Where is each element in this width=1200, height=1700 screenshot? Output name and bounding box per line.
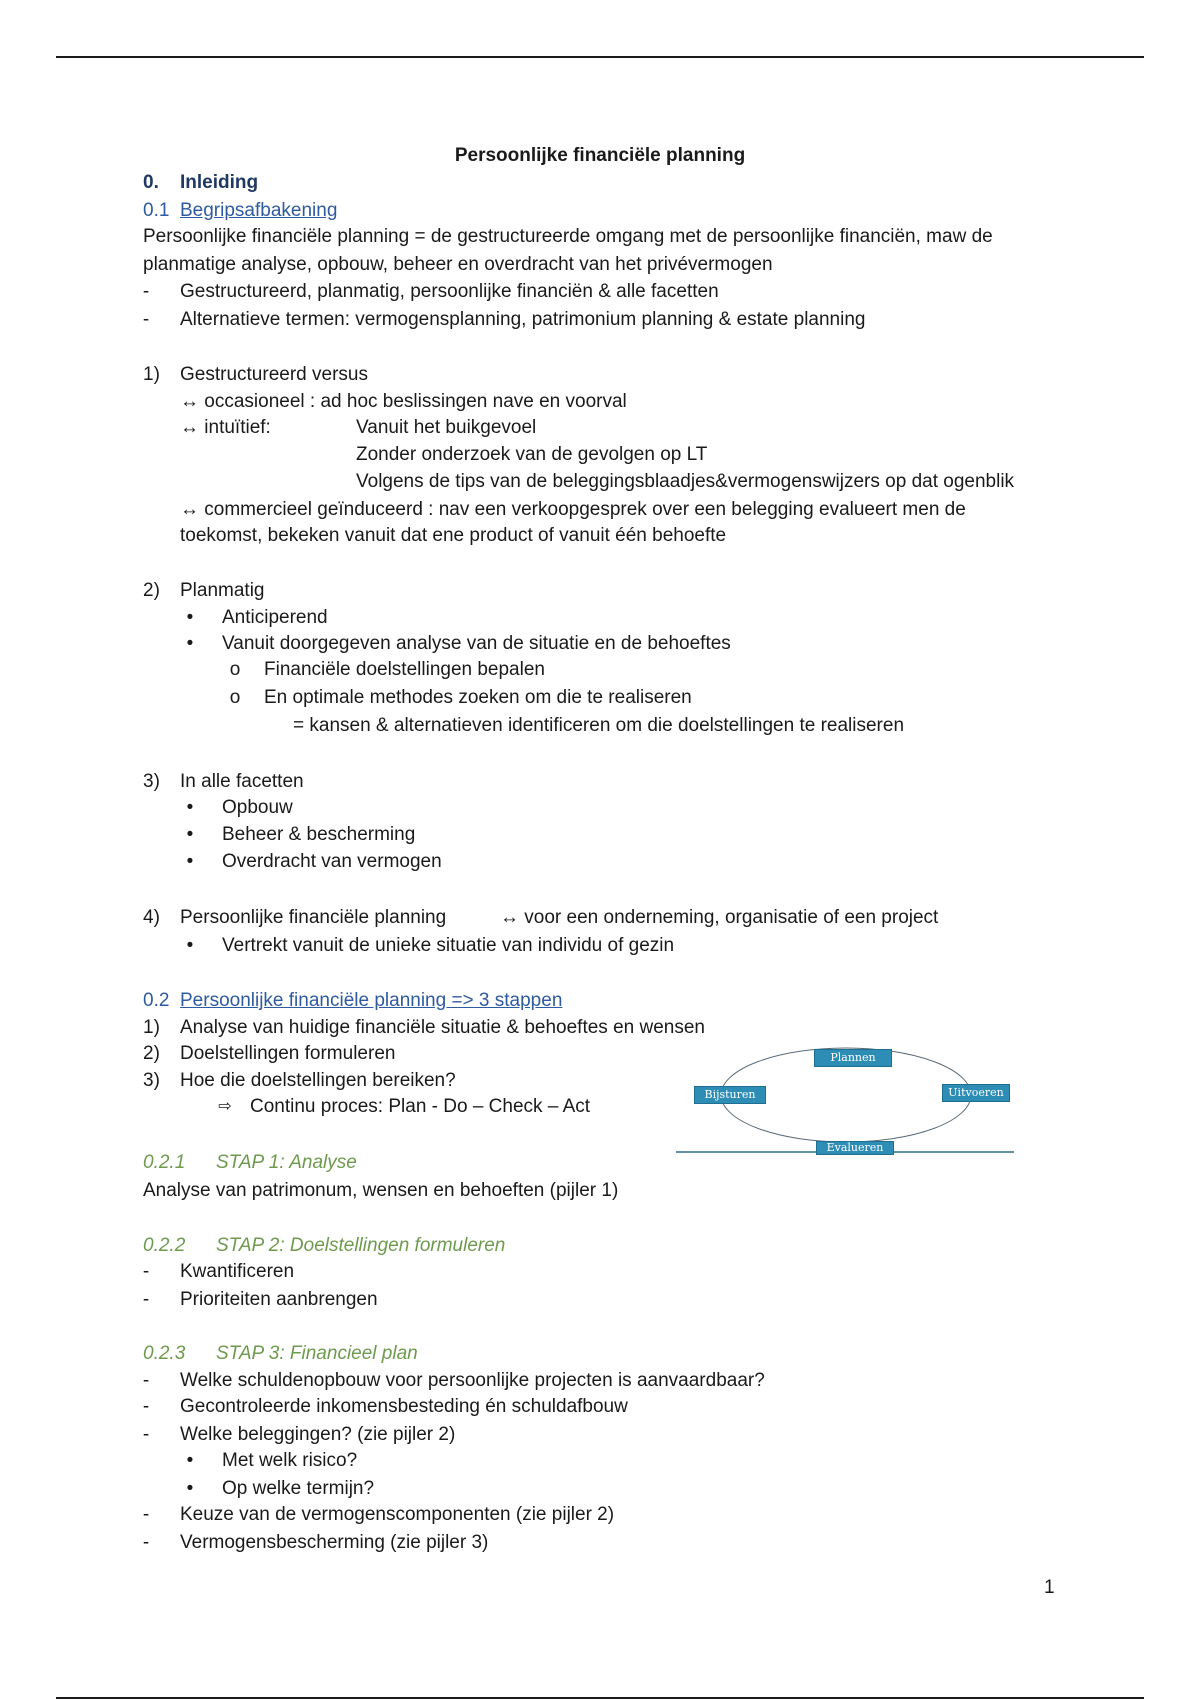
dash-bullet: -	[142, 1261, 150, 1282]
list-number: 3)	[143, 1070, 160, 1091]
list-item: Prioriteiten aanbrengen	[180, 1289, 378, 1310]
diagram-box-uitvoeren: Uitvoeren	[942, 1084, 1010, 1102]
subsection-link-3-stappen[interactable]: Persoonlijke financiële planning => 3 stappen	[180, 990, 563, 1011]
dash-bullet: -	[142, 1424, 150, 1445]
definition-line-1: Persoonlijke financiële planning = de gestructureerde omgang met de persoonlijke financiën, maw de	[143, 226, 993, 247]
dash-bullet: -	[142, 309, 150, 330]
subsubsection-number: 0.2.3	[143, 1343, 186, 1364]
paragraph: Analyse van patrimonum, wensen en behoeften (pijler 1)	[143, 1180, 619, 1201]
list-item: Vermogensbescherming (zie pijler 3)	[180, 1532, 489, 1553]
dash-bullet: -	[142, 1396, 150, 1417]
list-item: Hoe die doelstellingen bereiken?	[180, 1070, 456, 1091]
document-title: Persoonlijke financiële planning	[454, 145, 746, 166]
bullet-dot: •	[186, 851, 194, 872]
pdca-cycle-diagram	[676, 1042, 1016, 1154]
diagram-box-bijsturen: Bijsturen	[694, 1086, 766, 1104]
definition-line-2: planmatige analyse, opbouw, beheer en overdracht van het privévermogen	[143, 254, 773, 275]
subsubsection-heading-stap1: STAP 1: Analyse	[216, 1152, 357, 1173]
list-item: Vanuit doorgegeven analyse van de situatie en de behoeftes	[222, 633, 731, 654]
bullet-dot: •	[186, 633, 194, 654]
list-item: Welke beleggingen? (zie pijler 2)	[180, 1424, 456, 1445]
intuitief-line-3: Volgens de tips van de beleggingsblaadjes&vermogenswijzers op dat ogenblik	[356, 471, 1015, 492]
dash-bullet: -	[142, 1532, 150, 1553]
bullet-o: o	[229, 687, 241, 708]
subsection-number: 0.1	[143, 200, 170, 221]
diagram-box-plannen: Plannen	[814, 1049, 892, 1067]
list-item: Doelstellingen formuleren	[180, 1043, 396, 1064]
subsection-number: 0.2	[143, 990, 170, 1011]
subsubsection-heading-stap2: STAP 2: Doelstellingen formuleren	[216, 1235, 506, 1256]
equation-line: = kansen & alternatieven identificeren om die doelstellingen te realiseren	[293, 715, 905, 736]
bullet-dot: •	[186, 607, 194, 628]
bullet-dot: •	[186, 1450, 194, 1471]
contrast-commercieel-line-1: ↔ commercieel geïnduceerd : nav een verkoopgesprek over een belegging evalueert men de	[180, 499, 966, 520]
item-title: In alle facetten	[180, 771, 304, 792]
list-number: 1)	[143, 1017, 160, 1038]
list-item: Beheer & bescherming	[222, 824, 416, 845]
list-item: Vertrekt vanuit de unieke situatie van individu of gezin	[222, 935, 675, 956]
list-item: Op welke termijn?	[222, 1478, 375, 1499]
contrast-intuitief-label: ↔ intuïtief:	[180, 417, 271, 438]
footer-rule	[56, 1697, 1144, 1699]
dash-bullet: -	[142, 1370, 150, 1391]
intuitief-line-2: Zonder onderzoek van de gevolgen op LT	[356, 444, 708, 465]
section-heading-inleiding: Inleiding	[180, 172, 259, 193]
contrast-occasioneel: ↔ occasioneel : ad hoc beslissingen nave en voorval	[180, 391, 627, 412]
list-number: 2)	[143, 580, 160, 601]
list-item: Alternatieve termen: vermogensplanning, patrimonium planning & estate planning	[180, 309, 866, 330]
list-number: 1)	[143, 364, 160, 385]
header-rule	[56, 56, 1144, 58]
list-item: Kwantificeren	[180, 1261, 295, 1282]
subsubsection-heading-stap3: STAP 3: Financieel plan	[216, 1343, 418, 1364]
list-item: En optimale methodes zoeken om die te realiseren	[264, 687, 692, 708]
list-item: Analyse van huidige financiële situatie & behoeftes en wensen	[180, 1017, 705, 1038]
item-title: Gestructureerd versus	[180, 364, 368, 385]
section-number: 0.	[143, 172, 159, 193]
item-title: Persoonlijke financiële planning	[180, 907, 447, 928]
bullet-dot: •	[186, 935, 194, 956]
pdca-text: Continu proces: Plan - Do – Check – Act	[250, 1096, 591, 1117]
list-number: 4)	[143, 907, 160, 928]
list-item: Gecontroleerde inkomensbesteding én schuldafbouw	[180, 1396, 628, 1417]
item-title: Planmatig	[180, 580, 265, 601]
diagram-box-evalueren: Evalueren	[816, 1141, 894, 1155]
list-item: Financiële doelstellingen bepalen	[264, 659, 545, 680]
subsection-link-begripsafbakening[interactable]: Begripsafbakening	[180, 200, 338, 221]
bullet-o: o	[229, 659, 241, 680]
dash-bullet: -	[142, 1504, 150, 1525]
subsubsection-number: 0.2.1	[143, 1152, 186, 1173]
list-item: Overdracht van vermogen	[222, 851, 442, 872]
list-number: 2)	[143, 1043, 160, 1064]
dash-bullet: -	[142, 281, 150, 302]
list-item: Welke schuldenopbouw voor persoonlijke projecten is aanvaardbaar?	[180, 1370, 765, 1391]
list-item: Keuze van de vermogenscomponenten (zie pijler 2)	[180, 1504, 615, 1525]
bullet-dot: •	[186, 824, 194, 845]
page-number: 1	[1044, 1577, 1055, 1598]
list-item: Opbouw	[222, 797, 293, 818]
comparison-text: ↔ voor een onderneming, organisatie of een project	[500, 907, 939, 928]
list-item: Anticiperend	[222, 607, 328, 628]
arrow-right-icon: ⇨	[218, 1098, 232, 1115]
subsubsection-number: 0.2.2	[143, 1235, 186, 1256]
bullet-dot: •	[186, 1478, 194, 1499]
contrast-commercieel-line-2: toekomst, bekeken vanuit dat ene product of vanuit één behoefte	[180, 525, 727, 546]
intuitief-line-1: Vanuit het buikgevoel	[356, 417, 537, 438]
list-number: 3)	[143, 771, 160, 792]
list-item: Gestructureerd, planmatig, persoonlijke financiën & alle facetten	[180, 281, 719, 302]
bullet-dot: •	[186, 797, 194, 818]
dash-bullet: -	[142, 1289, 150, 1310]
list-item: Met welk risico?	[222, 1450, 358, 1471]
